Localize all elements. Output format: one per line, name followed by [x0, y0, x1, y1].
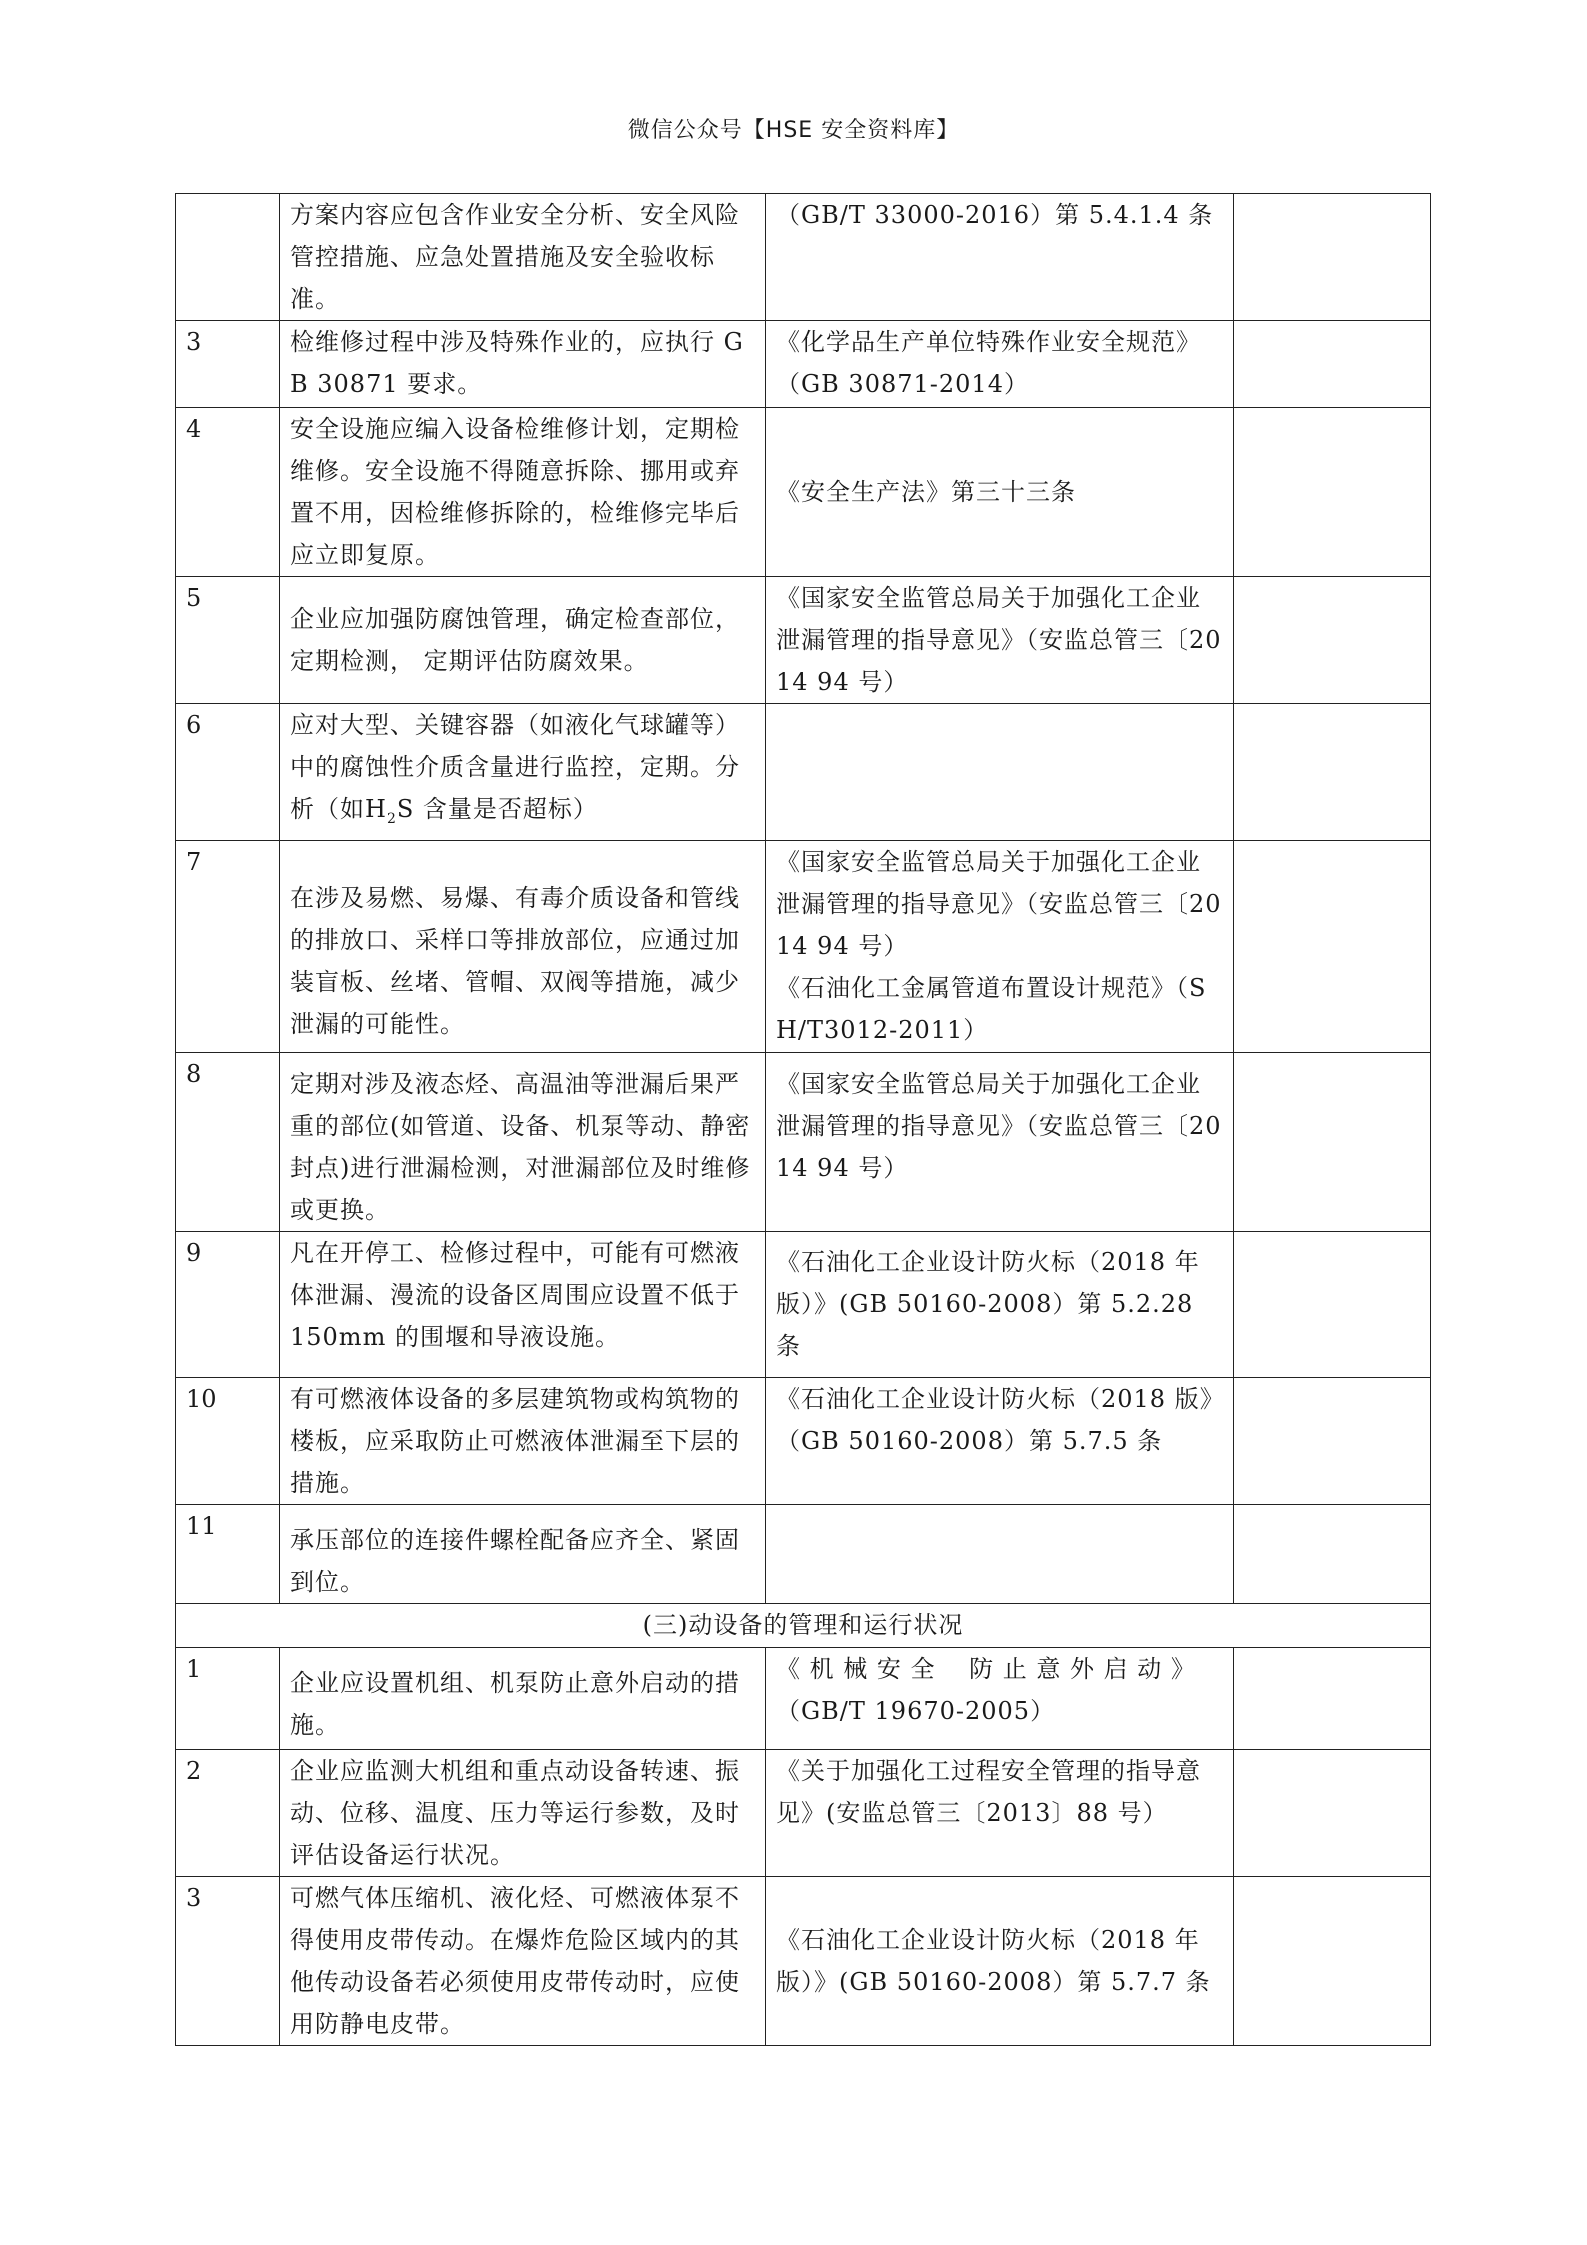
row-number: 10 — [176, 1377, 280, 1504]
row-number: 5 — [176, 577, 280, 704]
basis-cell: 《国家安全监管总局关于加强化工企业泄漏管理的指导意见》（安监总管三〔2014 94 号） — [766, 1052, 1234, 1231]
basis-cell: 《安全生产法》第三十三条 — [766, 408, 1234, 577]
remarks-cell — [1234, 1876, 1431, 2045]
basis-cell — [766, 704, 1234, 841]
basis-cell: 《石油化工企业设计防火标（2018 版》（GB 50160-2008）第 5.7.5 条 — [766, 1377, 1234, 1504]
table-row — [176, 577, 1431, 704]
requirement-cell: 定期对涉及液态烃、高温油等泄漏后果严重的部位(如管道、设备、机泵等动、静密封点)进行泄漏检测，对泄漏部位及时维修或更换。 — [280, 1052, 766, 1231]
row-number: 7 — [176, 840, 280, 1052]
table-row — [176, 1231, 1431, 1377]
requirement-cell: 检维修过程中涉及特殊作业的，应执行 GB 30871 要求。 — [280, 321, 766, 408]
remarks-cell — [1234, 321, 1431, 408]
remarks-cell — [1234, 1052, 1431, 1231]
basis-cell: 《化学品生产单位特殊作业安全规范》（GB 30871-2014） — [766, 321, 1234, 408]
basis-cell: 《石油化工企业设计防火标（2018 年版）》(GB 50160-2008）第 5.7.7 条 — [766, 1876, 1234, 2045]
requirement-cell: 承压部位的连接件螺栓配备应齐全、紧固到位。 — [280, 1504, 766, 1603]
table-row — [176, 321, 1431, 408]
remarks-cell — [1234, 1647, 1431, 1749]
remarks-cell — [1234, 1377, 1431, 1504]
requirement-cell: 凡在开停工、检修过程中，可能有可燃液体泄漏、漫流的设备区周围应设置不低于 150mm 的围堰和导液设施。 — [280, 1231, 766, 1377]
table-row — [176, 704, 1431, 841]
remarks-cell — [1234, 1504, 1431, 1603]
basis-cell — [766, 1504, 1234, 1603]
basis-cell: 《国家安全监管总局关于加强化工企业泄漏管理的指导意见》（安监总管三〔2014 94 号） — [766, 577, 1234, 704]
table-row — [176, 194, 1431, 321]
inspection-table — [175, 193, 1431, 2046]
page-header: 微信公众号【HSE 安全资料库】 — [627, 118, 960, 143]
requirement-cell: 在涉及易燃、易爆、有毒介质设备和管线的排放口、采样口等排放部位，应通过加装盲板、丝堵、管帽、双阀等措施，减少泄漏的可能性。 — [280, 840, 766, 1052]
requirement-cell: 应对大型、关键容器（如液化气球罐等）中的腐蚀性介质含量进行监控，定期。分析（如$H_2S$ 含量是否超标） — [280, 704, 766, 841]
remarks-cell — [1234, 194, 1431, 321]
table-row — [176, 1749, 1431, 1876]
requirement-cell: 企业应加强防腐蚀管理，确定检查部位，定期检测， 定期评估防腐效果。 — [280, 577, 766, 704]
basis-cell — [766, 840, 1234, 1052]
table-row — [176, 1052, 1431, 1231]
table-row — [176, 840, 1431, 1052]
requirement-cell: 可燃气体压缩机、液化烃、可燃液体泵不得使用皮带传动。在爆炸危险区域内的其他传动设备若必须使用皮带传动时，应使用防静电皮带。 — [280, 1876, 766, 2045]
row-number: 3 — [176, 1876, 280, 2045]
section-title: (三)动设备的管理和运行状况 — [176, 1603, 1431, 1647]
remarks-cell — [1234, 1231, 1431, 1377]
section-row — [176, 1603, 1431, 1647]
table-row — [176, 1876, 1431, 2045]
basis-cell: 《关于加强化工过程安全管理的指导意见》(安监总管三〔2013〕88 号） — [766, 1749, 1234, 1876]
table-row — [176, 408, 1431, 577]
basis-cell: （GB/T 33000-2016）第 5.4.1.4 条 — [766, 194, 1234, 321]
requirement-cell: 企业应设置机组、机泵防止意外启动的措施。 — [280, 1647, 766, 1749]
basis-line: 《石油化工金属管道布置设计规范》（SH/T3012-2011） — [776, 973, 1207, 1044]
remarks-cell — [1234, 840, 1431, 1052]
remarks-cell — [1234, 408, 1431, 577]
remarks-cell — [1234, 577, 1431, 704]
table-row — [176, 1377, 1431, 1504]
requirement-cell: 方案内容应包含作业安全分析、安全风险管控措施、应急处置措施及安全验收标准。 — [280, 194, 766, 321]
requirement-cell: 有可燃液体设备的多层建筑物或构筑物的楼板，应采取防止可燃液体泄漏至下层的措施。 — [280, 1377, 766, 1504]
remarks-cell — [1234, 1749, 1431, 1876]
row-number: 6 — [176, 704, 280, 841]
basis-line: 《国家安全监管总局关于加强化工企业泄漏管理的指导意见》（安监总管三〔2014 94 号） — [776, 847, 1222, 960]
basis-cell: 《 机 械 安 全 防 止 意 外 启 动 》（GB/T 19670-2005） — [766, 1647, 1234, 1749]
row-number: 8 — [176, 1052, 280, 1231]
remarks-cell — [1234, 704, 1431, 841]
row-number: 9 — [176, 1231, 280, 1377]
requirement-cell: 安全设施应编入设备检维修计划，定期检维修。安全设施不得随意拆除、挪用或弃置不用，因检维修拆除的，检维修完毕后应立即复原。 — [280, 408, 766, 577]
row-number — [176, 194, 280, 321]
row-number: 1 — [176, 1647, 280, 1749]
table-row — [176, 1504, 1431, 1603]
row-number: 11 — [176, 1504, 280, 1603]
basis-cell: 《石油化工企业设计防火标（2018 年版）》(GB 50160-2008）第 5.2.28 条 — [766, 1231, 1234, 1377]
table-row — [176, 1647, 1431, 1749]
row-number: 3 — [176, 321, 280, 408]
requirement-cell: 企业应监测大机组和重点动设备转速、振动、位移、温度、压力等运行参数，及时评估设备运行状况。 — [280, 1749, 766, 1876]
row-number: 2 — [176, 1749, 280, 1876]
row-number: 4 — [176, 408, 280, 577]
